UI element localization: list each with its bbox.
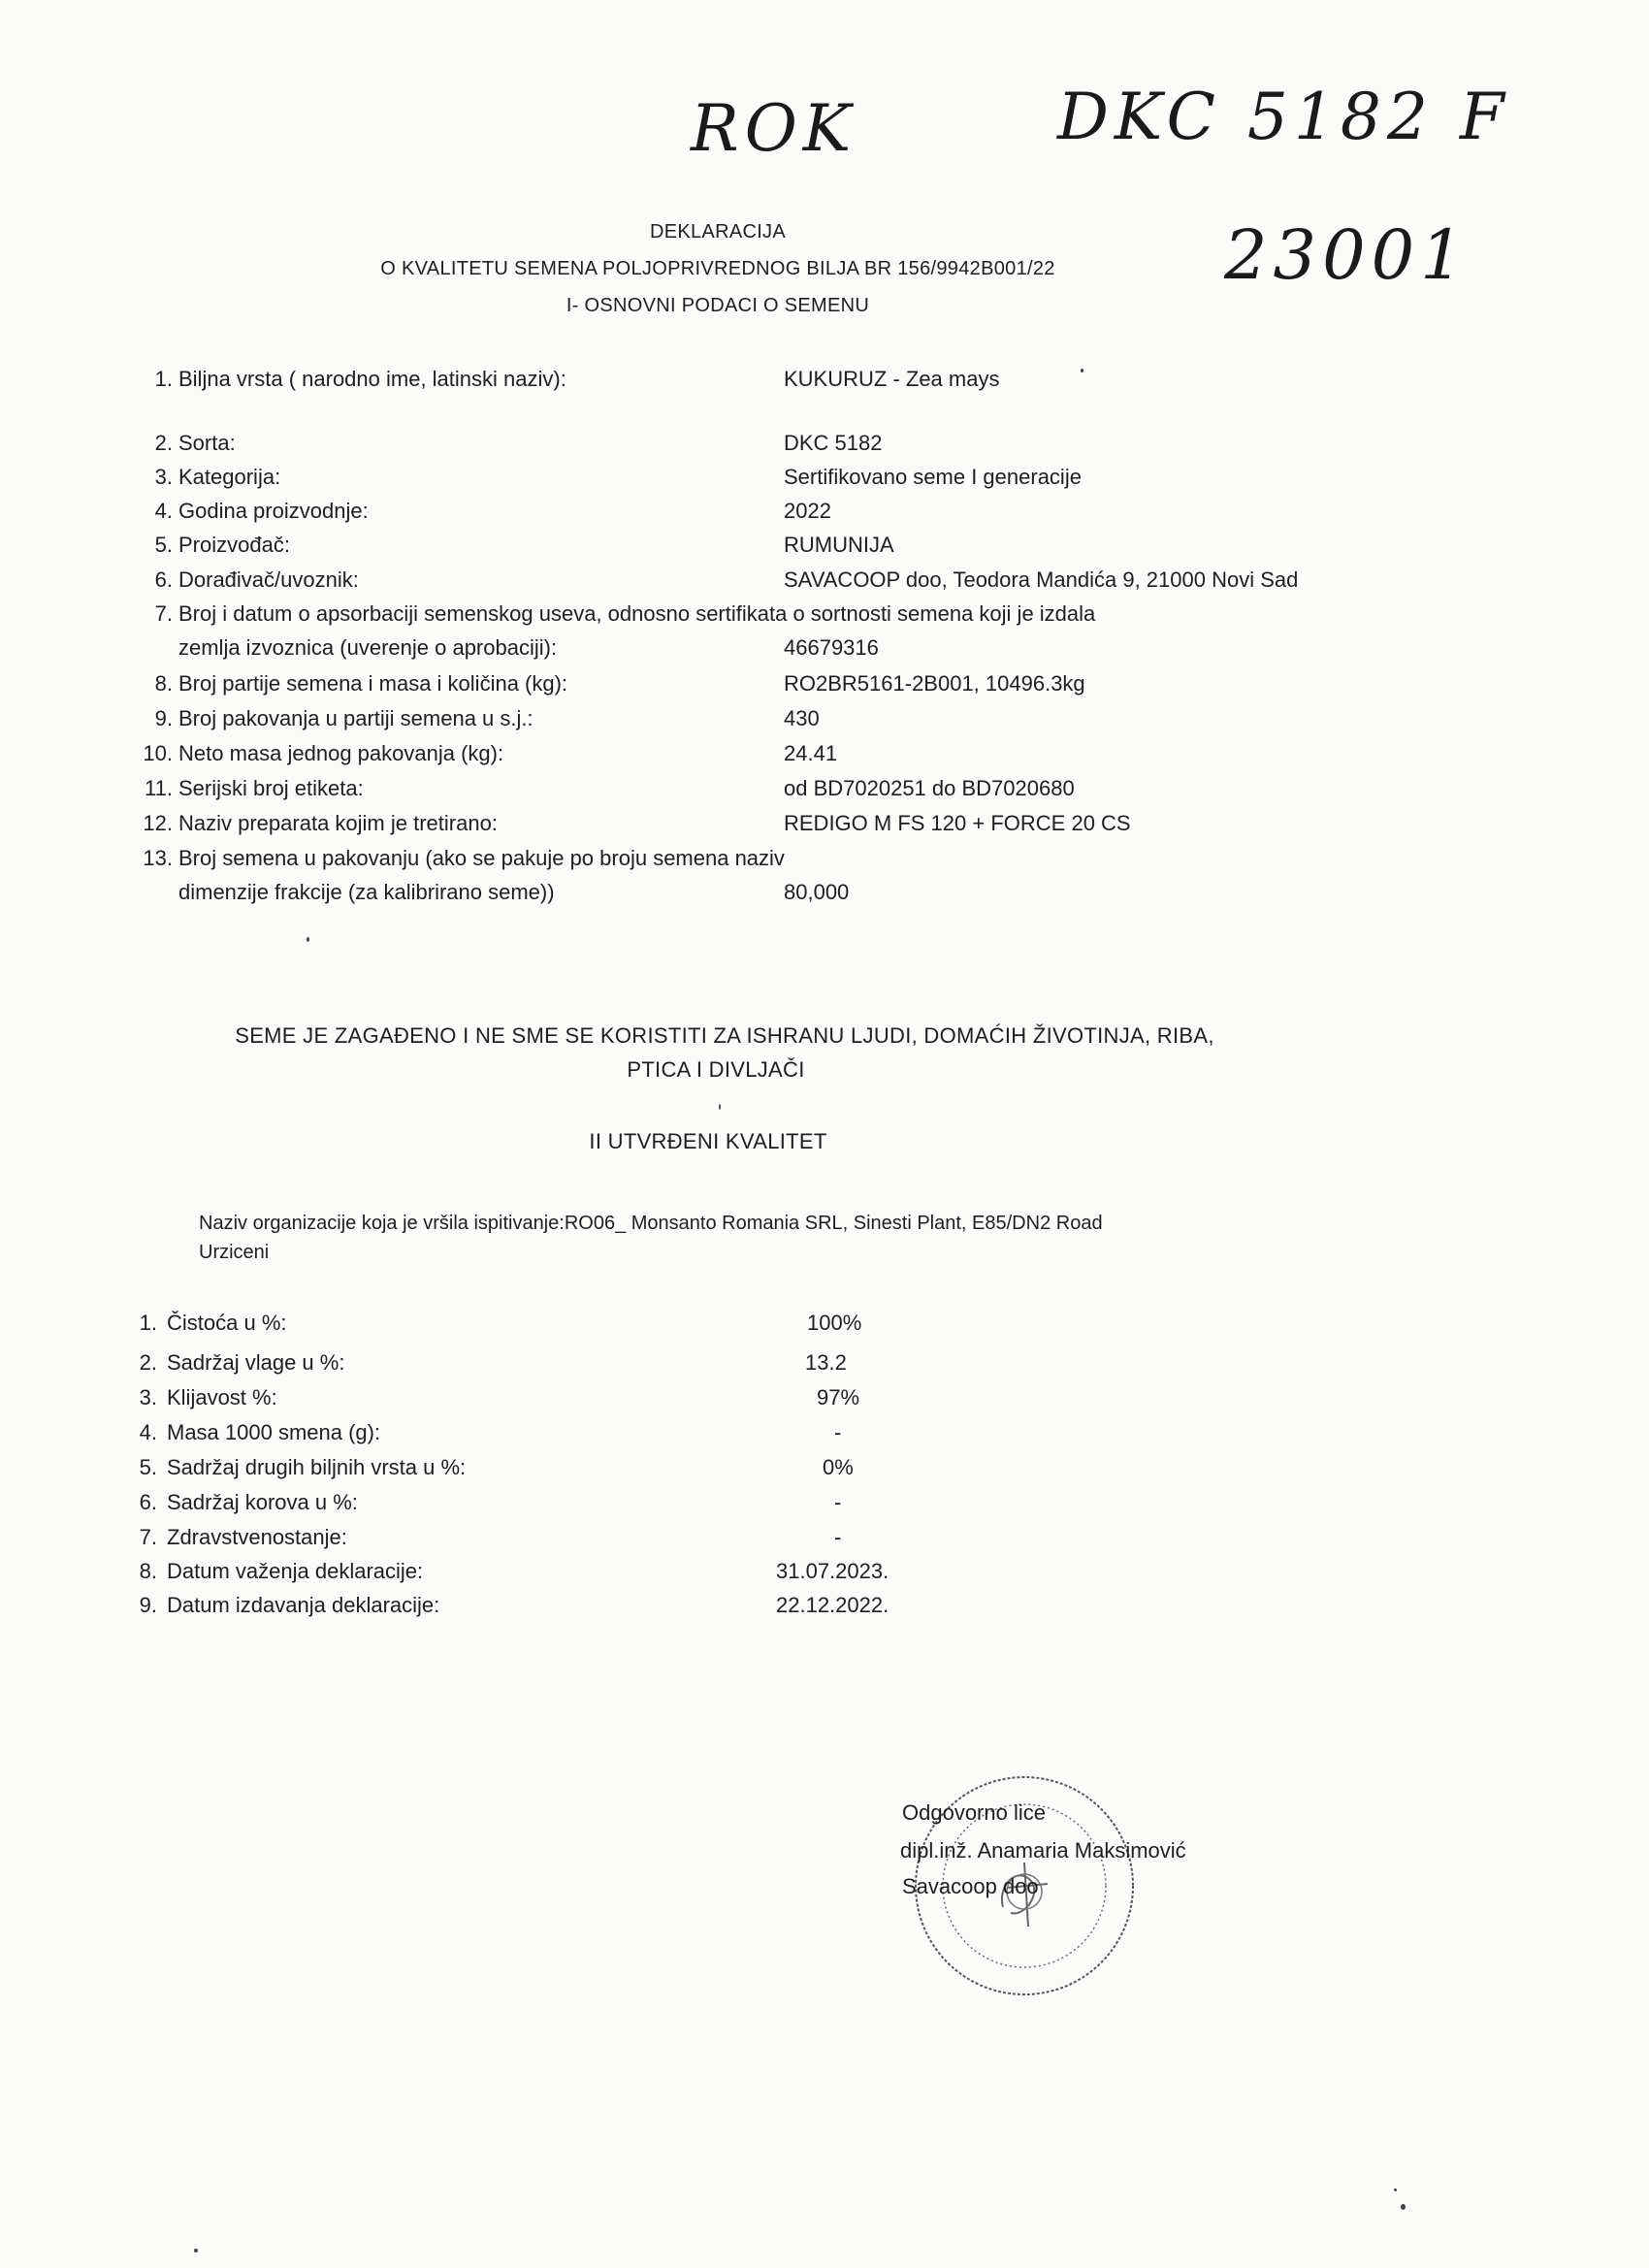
basic-data-value: DKC 5182 bbox=[784, 431, 883, 455]
quality-data-value: 13.2 bbox=[805, 1350, 847, 1375]
quality-data-label: Čistoća u %: bbox=[167, 1311, 287, 1335]
basic-data-value: SAVACOOP doo, Teodora Mandića 9, 21000 Novi Sad bbox=[784, 567, 1299, 592]
quality-data-label: Sadržaj korova u %: bbox=[167, 1490, 358, 1514]
basic-data-value: 80,000 bbox=[784, 880, 850, 904]
basic-data-number: 6. bbox=[154, 567, 173, 592]
quality-data-value: - bbox=[834, 1525, 842, 1549]
basic-data-number: 11. bbox=[145, 776, 173, 800]
scan-speck bbox=[307, 937, 309, 942]
document-subtitle: O KVALITETU SEMENA POLJOPRIVREDNOG BILJA BR 156/9942B001/22 bbox=[380, 258, 1055, 279]
basic-data-number: 4. bbox=[154, 499, 173, 523]
basic-data-number: 12. bbox=[143, 811, 173, 835]
section-2-title: II UTVRĐENI KVALITET bbox=[589, 1129, 827, 1153]
warning-line-2: PTICA I DIVLJAČI bbox=[627, 1057, 805, 1082]
quality-data-number: 6. bbox=[139, 1490, 157, 1514]
basic-data-value: Sertifikovano seme I generacije bbox=[784, 465, 1082, 489]
testing-organization-line-1: Naziv organizacije koja je vršila ispitivanje:RO06_ Monsanto Romania SRL, Sinesti Plant, E85/DN2 Road bbox=[199, 1213, 1103, 1234]
basic-data-label: Broj i datum o apsorbaciji semenskog useva, odnosno sertifikata o sortnosti semena koji je izdala bbox=[178, 601, 1096, 626]
basic-data-value: 2022 bbox=[784, 499, 831, 523]
basic-data-value: RUMUNIJA bbox=[784, 533, 894, 557]
signature-role: Odgovorno lice bbox=[902, 1800, 1046, 1825]
basic-data-label: Neto masa jednog pakovanja (kg): bbox=[178, 741, 504, 765]
signature-name: dipl.inž. Anamaria Maksimović bbox=[900, 1838, 1186, 1863]
quality-data-number: 7. bbox=[139, 1525, 157, 1549]
basic-data-label: Broj semena u pakovanju (ako se pakuje po broju semena naziv bbox=[178, 846, 785, 870]
basic-data-value: 24.41 bbox=[784, 741, 838, 765]
basic-data-value: 430 bbox=[784, 706, 820, 730]
scan-speck bbox=[194, 2249, 198, 2252]
quality-data-number: 9. bbox=[139, 1593, 157, 1617]
basic-data-number: 8. bbox=[154, 671, 173, 696]
basic-data-number: 1. bbox=[154, 367, 173, 391]
warning-line-1: SEME JE ZAGAĐENO I NE SME SE KORISTITI ZA ISHRANU LJUDI, DOMAĆIH ŽIVOTINJA, RIBA, bbox=[235, 1023, 1214, 1048]
quality-data-value: 100% bbox=[807, 1311, 862, 1335]
quality-data-label: Zdravstvenostanje: bbox=[167, 1525, 347, 1549]
basic-data-value: REDIGO M FS 120 + FORCE 20 CS bbox=[784, 811, 1131, 835]
testing-organization-line-2: Urziceni bbox=[199, 1242, 270, 1263]
basic-data-label-continued: dimenzije frakcije (za kalibrirano seme)) bbox=[178, 880, 555, 904]
quality-data-number: 5. bbox=[139, 1455, 157, 1479]
scan-speck bbox=[719, 1104, 721, 1110]
document-title: DEKLARACIJA bbox=[649, 221, 786, 243]
basic-data-number: 13. bbox=[143, 846, 173, 870]
basic-data-label: Proizvođač: bbox=[178, 533, 290, 557]
quality-data-number: 3. bbox=[139, 1385, 157, 1409]
scan-speck bbox=[1394, 2188, 1397, 2191]
signature-company: Savacoop doo bbox=[902, 1874, 1039, 1898]
basic-data-label: Broj pakovanja u partiji semena u s.j.: bbox=[178, 706, 534, 730]
basic-data-value: KUKURUZ - Zea mays bbox=[784, 367, 1000, 391]
basic-data-label: Serijski broj etiketa: bbox=[178, 776, 364, 800]
quality-data-label: Masa 1000 smena (g): bbox=[167, 1420, 381, 1444]
basic-data-value: 46679316 bbox=[784, 635, 879, 660]
basic-data-number: 2. bbox=[154, 431, 173, 455]
quality-data-value: - bbox=[834, 1490, 842, 1514]
quality-data-value: 31.07.2023. bbox=[776, 1559, 889, 1583]
basic-data-label-continued: zemlja izvoznica (uverenje o aprobaciji): bbox=[178, 635, 558, 660]
basic-data-number: 9. bbox=[154, 706, 173, 730]
handwritten-note-rok: ROK bbox=[691, 91, 857, 166]
handwritten-note-variety: DKC 5182 F bbox=[1057, 80, 1510, 154]
quality-data-label: Sadržaj vlage u %: bbox=[167, 1350, 345, 1375]
quality-data-label: Datum izdavanja deklaracije: bbox=[167, 1593, 440, 1617]
basic-data-label: Kategorija: bbox=[178, 465, 281, 489]
basic-data-number: 3. bbox=[154, 465, 173, 489]
basic-data-value: od BD7020251 do BD7020680 bbox=[784, 776, 1075, 800]
basic-data-number: 5. bbox=[154, 533, 173, 557]
basic-data-label: Broj partije semena i masa i količina (kg): bbox=[178, 671, 568, 696]
basic-data-label: Naziv preparata kojim je tretirano: bbox=[178, 811, 498, 835]
handwritten-note-code: 23001 bbox=[1224, 215, 1470, 295]
scan-speck bbox=[1081, 369, 1083, 373]
quality-data-value: 0% bbox=[823, 1455, 854, 1479]
basic-data-label: Biljna vrsta ( narodno ime, latinski naziv): bbox=[178, 367, 566, 391]
quality-data-label: Klijavost %: bbox=[167, 1385, 277, 1409]
quality-data-number: 2. bbox=[139, 1350, 157, 1375]
basic-data-label: Dorađivač/uvoznik: bbox=[178, 567, 359, 592]
quality-data-value: 97% bbox=[817, 1385, 860, 1409]
quality-data-number: 8. bbox=[139, 1559, 157, 1583]
quality-data-number: 1. bbox=[139, 1311, 157, 1335]
scan-speck bbox=[1401, 2204, 1406, 2210]
basic-data-value: RO2BR5161-2B001, 10496.3kg bbox=[784, 671, 1085, 696]
quality-data-label: Datum važenja deklaracije: bbox=[167, 1559, 424, 1583]
basic-data-number: 7. bbox=[154, 601, 173, 626]
basic-data-number: 10. bbox=[143, 741, 173, 765]
quality-data-value: 22.12.2022. bbox=[776, 1593, 889, 1617]
basic-data-label: Sorta: bbox=[178, 431, 236, 455]
basic-data-label: Godina proizvodnje: bbox=[178, 499, 369, 523]
quality-data-label: Sadržaj drugih biljnih vrsta u %: bbox=[167, 1455, 467, 1479]
quality-data-number: 4. bbox=[139, 1420, 157, 1444]
quality-data-value: - bbox=[834, 1420, 842, 1444]
section-1-title: I- OSNOVNI PODACI O SEMENU bbox=[566, 295, 870, 316]
